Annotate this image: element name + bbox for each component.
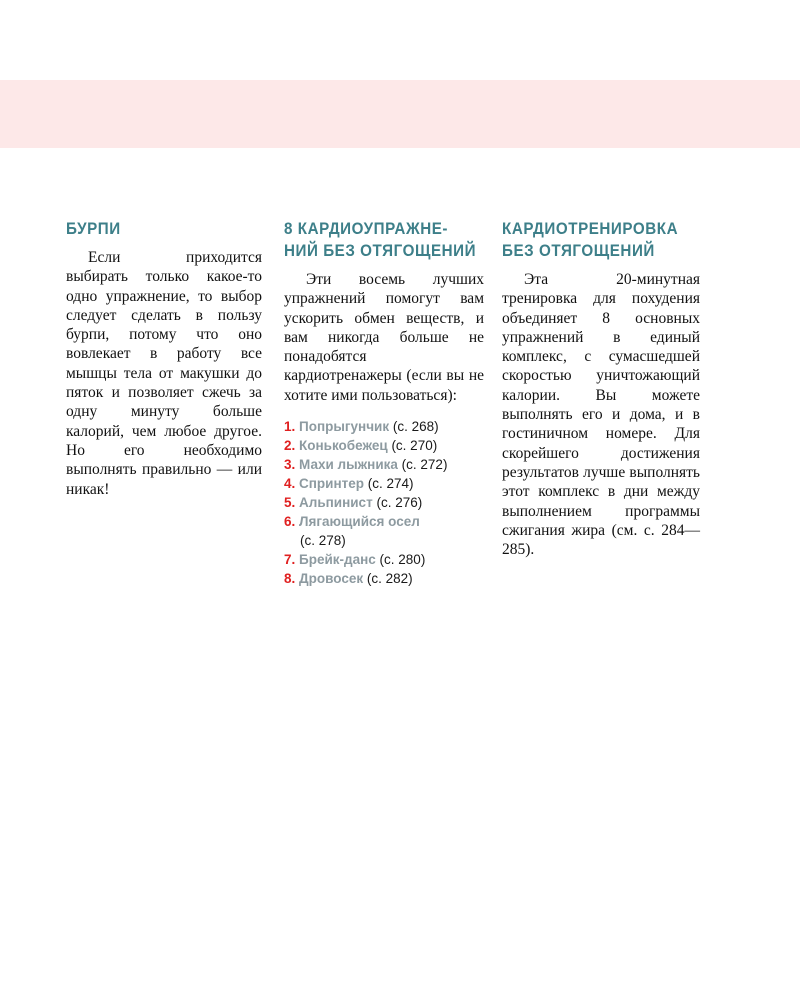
list-item: 5. Альпинист (с. 276) (284, 495, 423, 511)
title-line-2: НИЙ БЕЗ ОТЯГОЩЕНИЙ (284, 242, 477, 260)
exercise-list (284, 417, 484, 588)
page-ref: (с. 268) (392, 419, 439, 435)
list-item: 3. Махи лыжника (с. 272) (284, 457, 448, 473)
page-ref: (с. 278) (300, 533, 346, 549)
exercise-name: Лягающийся осел (299, 514, 420, 530)
exercise-name: Альпинист (299, 495, 373, 511)
column-cardio-workout (502, 218, 700, 559)
title-line-1: КАРДИОТРЕНИРОВКА (502, 220, 679, 238)
title-line-1: 8 КАРДИОУПРАЖНЕ- (284, 220, 449, 238)
list-item: 6. Лягающийся осел (с. 278) (284, 512, 484, 550)
exercise-name: Попрыгунчик (299, 419, 390, 435)
list-item: 4. Спринтер (с. 274) (284, 476, 414, 492)
list-item: 7. Брейк-данс (с. 280) (284, 552, 426, 568)
section-title-cardio-workout (502, 218, 684, 262)
list-item: 8. Дровосек (с. 282) (284, 571, 413, 587)
exercise-name: Дровосек (299, 571, 364, 587)
exercise-name: Спринтер (299, 476, 364, 492)
page-ref: (с. 272) (401, 457, 448, 473)
page-ref: (с. 274) (367, 476, 414, 492)
column-cardio-exercises (284, 218, 484, 588)
header-band (0, 80, 800, 148)
page-ref: (с. 276) (376, 495, 423, 511)
page-ref: (с. 280) (379, 552, 426, 568)
exercise-name: Махи лыжника (299, 457, 398, 473)
cardio-exercises-paragraph: Эти восемь лучших упражнений помогут вам ускорить обмен веществ, и вам никогда больше не понадобятся кардиотренажеры (если вы не хотите ими пользоваться): (284, 271, 484, 404)
exercise-name: Брейк-данс (299, 552, 376, 568)
page-ref: (с. 282) (366, 571, 413, 587)
list-item: 1. Попрыгунчик (с. 268) (284, 419, 439, 435)
section-title-burpee: БУРПИ (66, 220, 121, 238)
title-line-2: БЕЗ ОТЯГОЩЕНИЙ (502, 242, 655, 260)
section-title-cardio-exercises (284, 218, 477, 262)
page-ref: (с. 270) (391, 438, 438, 454)
burpee-paragraph: Если приходится выбирать только какое-то одно упражнение, то выбор следует сделать в пользу бурпи, потому что оно вовлекает в работу все мышцы тела от макушки до пяток и позволяет сжечь за одну минуту больше калорий, чем любое другое. Но его необходимо выполнять правильно — или никак! (66, 249, 262, 498)
cardio-workout-paragraph: Эта 20-минутная тренировка для похудения объединяет 8 основных упражнений в единый комплекс, с сумасшедшей скоростью уничтожающий калории. Вы можете выполнять его и дома, и в гостиничном номере. Для скорейшего достижения результатов лучше выполнять этот комплекс в дни между выполнением программы сжигания жира (см. с. 284—285). (502, 271, 700, 559)
column-burpee (66, 218, 262, 499)
list-item: 2. Конькобежец (с. 270) (284, 438, 438, 454)
exercise-name: Конькобежец (299, 438, 388, 454)
